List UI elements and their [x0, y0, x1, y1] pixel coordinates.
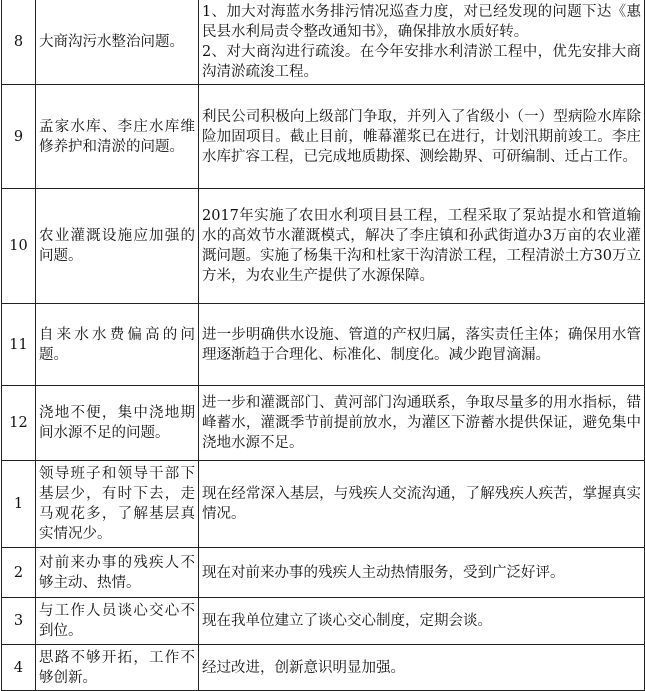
- action-cell: [199, 645, 645, 691]
- row-number: 3: [2, 598, 36, 645]
- row-number: 1: [2, 461, 36, 548]
- table-row: [2, 189, 645, 304]
- action-paragraph: 进一步明确供水设施、管道的产权归属，落实责任主体；确保用水管理逐渐趋于合理化、标准化、制度化。减少跑冒滴漏。: [202, 326, 641, 363]
- action-paragraph: 2017年实施了农田水利项目县工程，工程采取了泵站提水和管道输水的高效节水灌溉模式，解决了李庄镇和孙武街道办3万亩的农业灌溉问题。实施了杨集干沟和杜家干沟清淤工程，工程清淤土方30万立方米，为农业生产提供了水源保障。: [202, 208, 641, 284]
- action-cell: [199, 189, 645, 304]
- table-row: [2, 304, 645, 386]
- action-paragraph: 现在我单位建立了谈心交心制度，定期会谈。: [202, 613, 492, 629]
- table-row: [2, 461, 645, 548]
- row-number: 4: [2, 645, 36, 691]
- issue-text: 自来水水费偏高的问题。: [36, 304, 199, 386]
- issue-text: 大商沟污水整治问题。: [36, 0, 199, 85]
- row-number: 10: [2, 189, 36, 304]
- row-number: 11: [2, 304, 36, 386]
- action-paragraph: 进一步和灌溉部门、黄河部门沟通联系，争取尽量多的用水指标，错峰蓄水，灌溉季节前提前放水，为灌区下游蓄水提供保证，避免集中浇地水源不足。: [202, 395, 641, 451]
- action-cell: [199, 0, 645, 85]
- issue-text: 浇地不便，集中浇地期间水源不足的问题。: [36, 386, 199, 461]
- issue-text: 思路不够开拓，工作不够创新。: [36, 645, 199, 691]
- table-row: [2, 548, 645, 598]
- issue-text: 与工作人员谈心交心不到位。: [36, 598, 199, 645]
- issue-text: 农业灌溉设施应加强的问题。: [36, 189, 199, 304]
- table-row: [2, 0, 645, 85]
- row-number: 12: [2, 386, 36, 461]
- action-paragraph: 现在经常深入基层，与残疾人交流沟通，了解残疾人疾苦，掌握真实情况。: [202, 486, 641, 522]
- action-paragraph: 利民公司积极向上级部门争取，并列入了省级小（一）型病险水库除险加固项目。截止目前，帷幕灌浆已在进行，计划汛期前竣工。李庄水库扩容工程，已完成地质勘探、测绘勘界、可研编制、迁占工作。: [202, 108, 641, 165]
- row-number: 8: [2, 0, 36, 85]
- action-cell: [199, 386, 645, 461]
- table-row: [2, 645, 645, 691]
- action-paragraph: 2、对大商沟进行疏浚。在今年安排水利清淤工程中，优先安排大商沟清淤疏浚工程。: [202, 44, 641, 80]
- row-number: 2: [2, 548, 36, 598]
- table-row: [2, 598, 645, 645]
- row-number: 9: [2, 85, 36, 189]
- issue-text: 孟家水库、李庄水库维修养护和清淤的问题。: [36, 85, 199, 189]
- action-cell: [199, 304, 645, 386]
- action-cell: [199, 461, 645, 548]
- issue-text: 领导班子和领导干部下基层少，有时下去，走马观花多，了解基层真实情况少。: [36, 461, 199, 548]
- table-row: [2, 85, 645, 189]
- action-paragraph: 现在对前来办事的残疾人主动热情服务，受到广泛好评。: [202, 564, 565, 581]
- issue-text: 对前来办事的残疾人不够主动、热情。: [36, 548, 199, 598]
- action-cell: [199, 598, 645, 645]
- rectification-table: [1, 0, 645, 691]
- action-paragraph: 1、加大对海蓝水务排污情况巡查力度，对已经发现的问题下达《惠民县水利局责令整改通知书》，确保排放水质好转。: [202, 4, 641, 40]
- table-row: [2, 386, 645, 461]
- action-paragraph: 经过改进，创新意识明显加强。: [202, 659, 405, 676]
- action-cell: [199, 548, 645, 598]
- action-cell: [199, 85, 645, 189]
